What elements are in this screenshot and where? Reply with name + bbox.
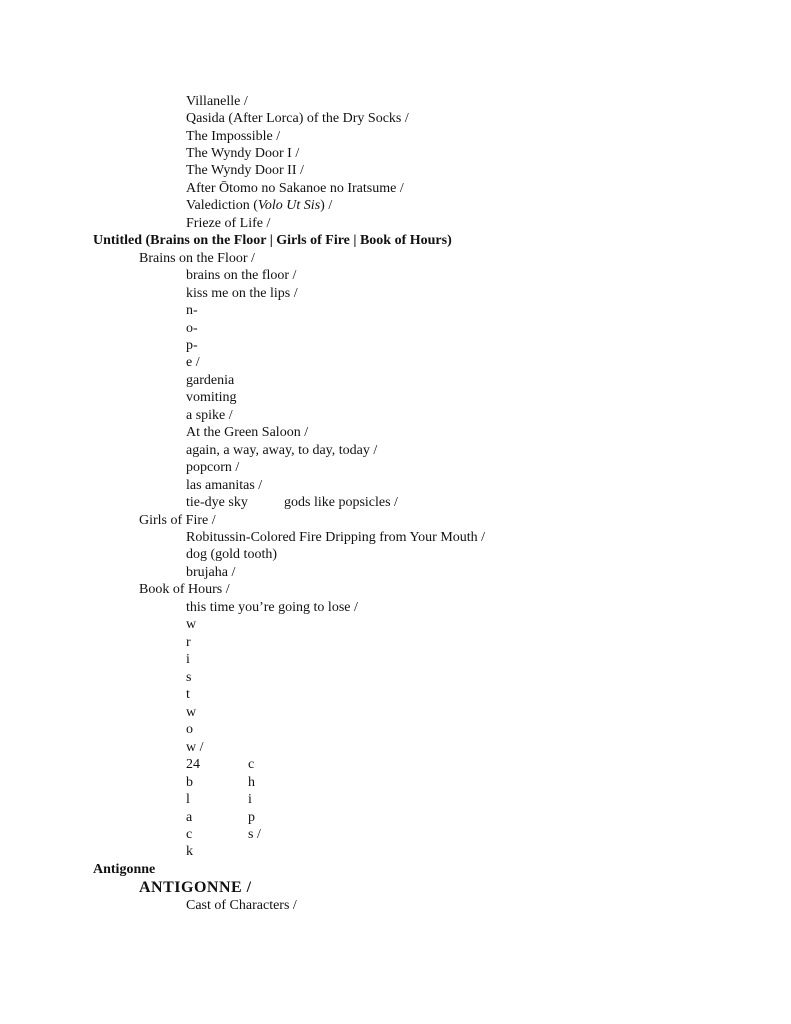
toc-entry: this time you’re going to lose / (186, 600, 358, 615)
subsection-heading: Girls of Fire / (139, 513, 216, 528)
subsection-heading: Brains on the Floor / (139, 251, 255, 266)
play-title: ANTIGONNE / (139, 879, 252, 896)
toc-entry: s / (248, 827, 261, 842)
toc-entry: gods like popsicles / (284, 495, 398, 510)
toc-entry: kiss me on the lips / (186, 286, 298, 301)
toc-entry: tie-dye sky (186, 495, 248, 510)
toc-entry: a spike / (186, 408, 233, 423)
toc-entry: again, a way, away, to day, today / (186, 443, 378, 458)
toc-entry: The Wyndy Door I / (186, 146, 300, 161)
toc-entry: popcorn / (186, 460, 240, 475)
toc-entry: Frieze of Life / (186, 216, 271, 231)
toc-entry: t (186, 687, 190, 702)
toc-entry-part: ) / (320, 198, 333, 213)
toc-entry: o- (186, 321, 198, 336)
toc-entry: a (186, 810, 193, 825)
toc-entry: r (186, 635, 191, 650)
toc-entry: The Impossible / (186, 129, 281, 144)
toc-entry: p (248, 810, 255, 825)
toc-entry: brujaha / (186, 565, 236, 580)
toc-entry: After Ōtomo no Sakanoe no Iratsume / (186, 181, 404, 196)
toc-entry: dog (gold tooth) (186, 547, 277, 562)
toc-entry: w / (186, 740, 204, 755)
toc-entry: vomiting (186, 390, 237, 405)
toc-entry: e / (186, 355, 200, 370)
toc-entry: las amanitas / (186, 478, 263, 493)
toc-entry: 24 (186, 757, 200, 772)
toc-entry: i (248, 792, 252, 807)
toc-entry: o (186, 722, 193, 737)
toc-entry: gardenia (186, 373, 235, 388)
toc-entry: Villanelle / (186, 94, 248, 109)
toc-entry: brains on the floor / (186, 268, 297, 283)
subsection-heading: Book of Hours / (139, 582, 230, 597)
section-heading: Antigonne (93, 862, 156, 877)
toc-entry: Robitussin-Colored Fire Dripping from Your Mouth / (186, 530, 486, 545)
toc-entry: n- (186, 303, 198, 318)
toc-entry: c (186, 827, 193, 842)
toc-entry: w (186, 705, 197, 720)
toc-entry: Cast of Characters / (186, 898, 297, 913)
toc-entry: k (186, 844, 193, 859)
toc-entry (186, 197, 332, 214)
toc-entry-part: Valediction ( (186, 198, 258, 213)
section-heading: Untitled (Brains on the Floor | Girls of Fire | Book of Hours) (93, 233, 452, 248)
toc-entry: h (248, 775, 255, 790)
toc-entry: Qasida (After Lorca) of the Dry Socks / (186, 111, 409, 126)
toc-entry: The Wyndy Door II / (186, 163, 304, 178)
toc-entry: At the Green Saloon / (186, 425, 309, 440)
toc-entry: s (186, 670, 192, 685)
toc-entry: b (186, 775, 193, 790)
toc-entry: c (248, 757, 255, 772)
toc-entry: p- (186, 338, 198, 353)
toc-entry: i (186, 652, 190, 667)
toc-entry: w (186, 617, 197, 632)
toc-entry: l (186, 792, 190, 807)
toc-entry-italic: Volo Ut Sis (257, 198, 321, 213)
